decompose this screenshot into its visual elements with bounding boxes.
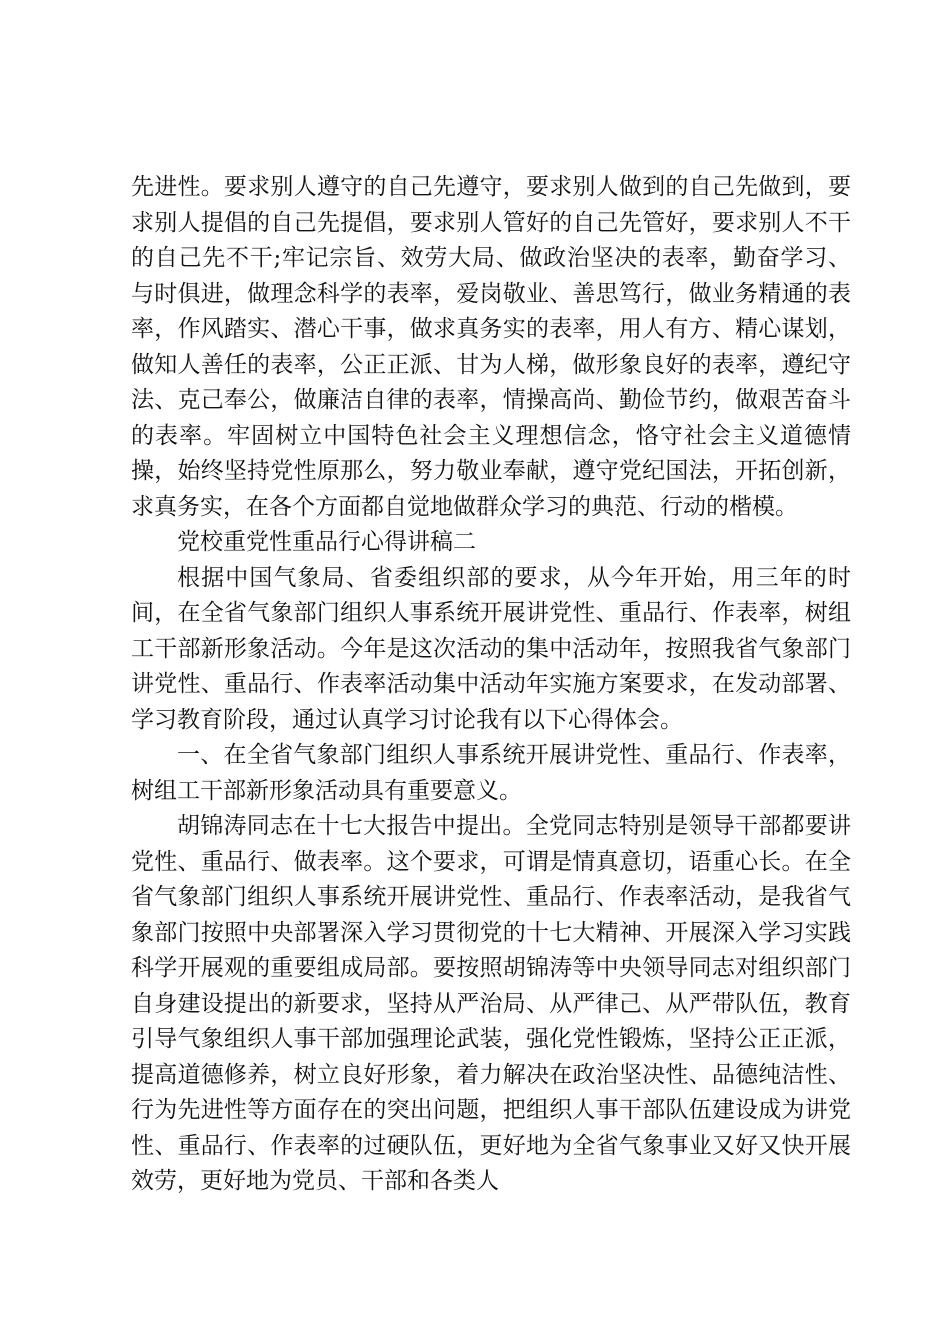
section-title: 党校重党性重品行心得讲稿二	[177, 529, 476, 555]
paragraph-intro: 根据中国气象局、省委组织部的要求，从今年开始，用三年的时间，在全省气象部门组织人事系统开展讲党性、重品行、作表率，树组工干部新形象活动。今年是这次活动的集中活动年，按照我省气象部门讲党性、重品行、作表率活动集中活动年实施方案要求，在发动部署、学习教育阶段，通过认真学习讨论我有以下心得体会。	[131, 564, 851, 733]
section-heading-one: 一、在全省气象部门组织人事系统开展讲党性、重品行、作表率，树组工干部新形象活动具有重要意义。	[131, 742, 851, 804]
document-body	[131, 170, 851, 1200]
paragraph-body: 胡锦涛同志在十七大报告中提出。全党同志特别是领导干部都要讲党性、重品行、做表率。这个要求，可谓是情真意切，语重心长。在全省气象部门组织人事系统开展讲党性、重品行、作表率活动，是我省气象部门按照中央部署深入学习贯彻党的十七大精神、开展深入学习实践科学开展观的重要组成局部。要按照胡锦涛等中央领导同志对组织部门自身建设提出的新要求，坚持从严治局、从严律己、从严带队伍，教育引导气象组织人事干部加强理论武装，强化党性锻炼，坚持公正正派，提高道德修养，树立良好形象，着力解决在政治坚决性、品德纯洁性、行为先进性等方面存在的突出问题，把组织人事干部队伍建设成为讲党性、重品行、作表率的过硬队伍，更好地为全省气象事业又好又快开展效劳，更好地为党员、干部和各类人	[131, 813, 851, 1194]
paragraph-continuation: 先进性。要求别人遵守的自己先遵守，要求别人做到的自己先做到，要求别人提倡的自己先提倡，要求别人管好的自己先管好，要求别人不干的自己先不干;牢记宗旨、效劳大局、做政治坚决的表率，勤奋学习、与时俱进，做理念科学的表率，爱岗敬业、善思笃行，做业务精通的表率，作风踏实、潜心干事，做求真务实的表率，用人有方、精心谋划，做知人善任的表率，公正正派、甘为人梯，做形象良好的表率，遵纪守法、克己奉公，做廉洁自律的表率，情操高尚、勤俭节约，做艰苦奋斗的表率。牢固树立中国特色社会主义理想信念，恪守社会主义道德情操，始终坚持党性原那么，努力敬业奉献，遵守党纪国法，开拓创新，求真务实，在各个方面都自觉地做群众学习的典范、行动的楷模。	[131, 174, 851, 520]
